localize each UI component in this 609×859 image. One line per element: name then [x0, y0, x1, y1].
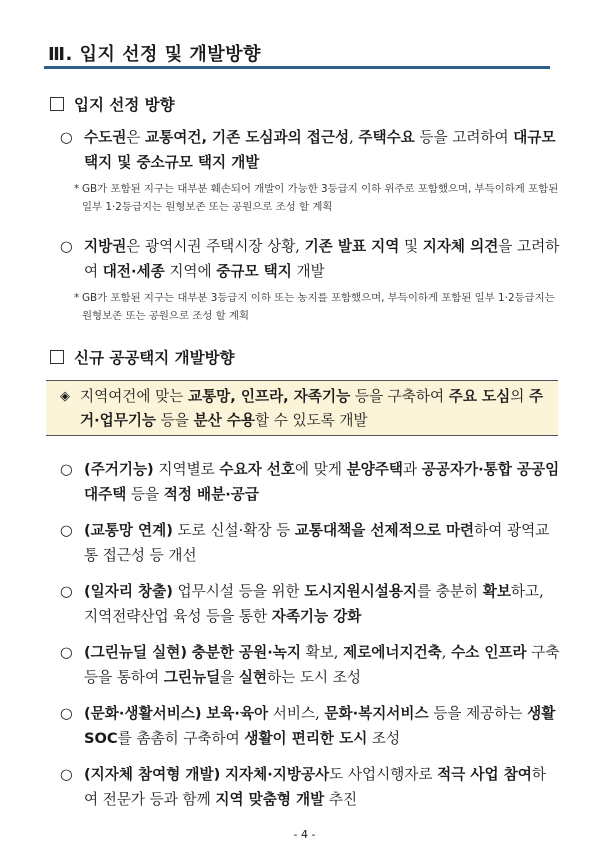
- asterisk-icon: *: [74, 292, 80, 304]
- section-title-rule: [44, 66, 550, 69]
- circle-bullet-icon: ○: [60, 461, 73, 478]
- bold-text: 지방권: [84, 238, 127, 255]
- list-item-culture: [60, 701, 560, 751]
- bold-text: 교통망, 인프라, 자족기능: [187, 388, 351, 405]
- circle-bullet-icon: ○: [60, 644, 73, 661]
- section-title: Ⅲ. 입지 선정 및 개발방향: [48, 44, 261, 65]
- list-item-local-govt: [60, 762, 560, 812]
- circle-bullet-icon: ○: [60, 583, 73, 600]
- circle-bullet-icon: ○: [60, 705, 73, 722]
- footnote-metro: [74, 180, 562, 216]
- item-text: (주거기능) 지역별로 수요자 선호에 맞게 분양주택과 공공자가·통합 공공임대주택 등을 적정 배분·공급: [84, 461, 560, 503]
- bold-text: 대규모 택지 및 중소규모 택지 개발: [84, 129, 556, 171]
- bold-text: 기존 발표 지역: [304, 238, 400, 255]
- footnote-text: GB가 포함된 지구는 대부분 3등급지 이하 또는 농지를 포함했으며, 부득이하게 포함된 일부 1·2등급지는 원형보존 또는 공원으로 조성 할 계획: [82, 292, 555, 322]
- diamond-bullet-icon: ◈: [60, 389, 70, 404]
- page-number: - 4 -: [293, 828, 316, 841]
- bold-text: 주택수요: [358, 129, 415, 146]
- footnote-text: GB가 포함된 지구는 대부분 훼손되어 개발이 가능한 3등급지 이하 위주로 포함했으며, 부득이하게 포함된 일부 1·2등급지는 원형보존 또는 공원으로 조성 할 계획: [82, 183, 559, 213]
- asterisk-icon: *: [74, 183, 80, 195]
- list-item-green-newdeal: [60, 640, 560, 690]
- checkbox-square-icon: [50, 350, 64, 364]
- item-text: (그린뉴딜 실현) 충분한 공원·녹지 확보, 제로에너지건축, 수소 인프라 구축 등을 통하여 그린뉴딜을 실현하는 도시 조성: [84, 644, 560, 686]
- summary-callout: [46, 380, 558, 436]
- item-text: (지자체 참여형 개발) 지자체·지방공사도 사업시행자로 적극 사업 참여하여 전문가 등과 함께 지역 맞춤형 개발 추진: [84, 766, 546, 808]
- bold-text: 교통여건, 기존 도심과의 접근성: [145, 129, 350, 146]
- item-text: (문화·생활서비스) 보육·육아 서비스, 문화·복지서비스 등을 제공하는 생활 SOC를 촘촘히 구축하여 생활이 편리한 도시 조성: [84, 705, 556, 747]
- list-item-regional: [60, 234, 560, 284]
- bold-text: 대전·세종: [102, 263, 165, 280]
- list-item-metro: [60, 125, 560, 175]
- circle-bullet-icon: ○: [60, 238, 73, 255]
- circle-bullet-icon: ○: [60, 129, 73, 146]
- bold-text: 수도권: [84, 129, 127, 146]
- bold-text: 분산 수용: [193, 412, 256, 429]
- subheading-label: 신규 공공택지 개발방향: [74, 349, 235, 367]
- item-text: (일자리 창출) 업무시설 등을 위한 도시지원시설용지를 충분히 확보하고, 지역전략산업 육성 등을 통한 자족기능 강화: [84, 583, 544, 625]
- subheading-development-direction: [50, 346, 235, 368]
- subheading-site-selection: [50, 93, 175, 115]
- list-item-housing: [60, 457, 560, 507]
- list-item-jobs: [60, 579, 560, 629]
- bold-text: 지자체 의견: [422, 238, 499, 255]
- item-text: 지방권은 광역시권 주택시장 상황, 기존 발표 지역 및 지자체 의견을 고려하여 대전·세종 지역에 중규모 택지 개발: [84, 238, 560, 280]
- bold-text: 중규모 택지: [216, 263, 292, 280]
- circle-bullet-icon: ○: [60, 522, 73, 539]
- bold-text: 주거·업무기능: [80, 388, 544, 429]
- callout-text: 지역여건에 맞는 교통망, 인프라, 자족기능 등을 구축하여 주요 도심의 주거·업무기능 등을 분산 수용할 수 있도록 개발: [80, 388, 544, 429]
- checkbox-square-icon: [50, 97, 64, 111]
- subheading-label: 입지 선정 방향: [74, 96, 175, 114]
- footnote-regional: [74, 289, 562, 325]
- item-text: (교통망 연계) 도로 신설·확장 등 교통대책을 선제적으로 마련하여 광역교통 접근성 등 개선: [84, 522, 550, 564]
- list-item-transport: [60, 518, 560, 568]
- item-text: 수도권은 교통여건, 기존 도심과의 접근성, 주택수요 등을 고려하여 대규모 택지 및 중소규모 택지 개발: [84, 129, 556, 171]
- bold-text: 주요 도심: [448, 388, 511, 405]
- circle-bullet-icon: ○: [60, 766, 73, 783]
